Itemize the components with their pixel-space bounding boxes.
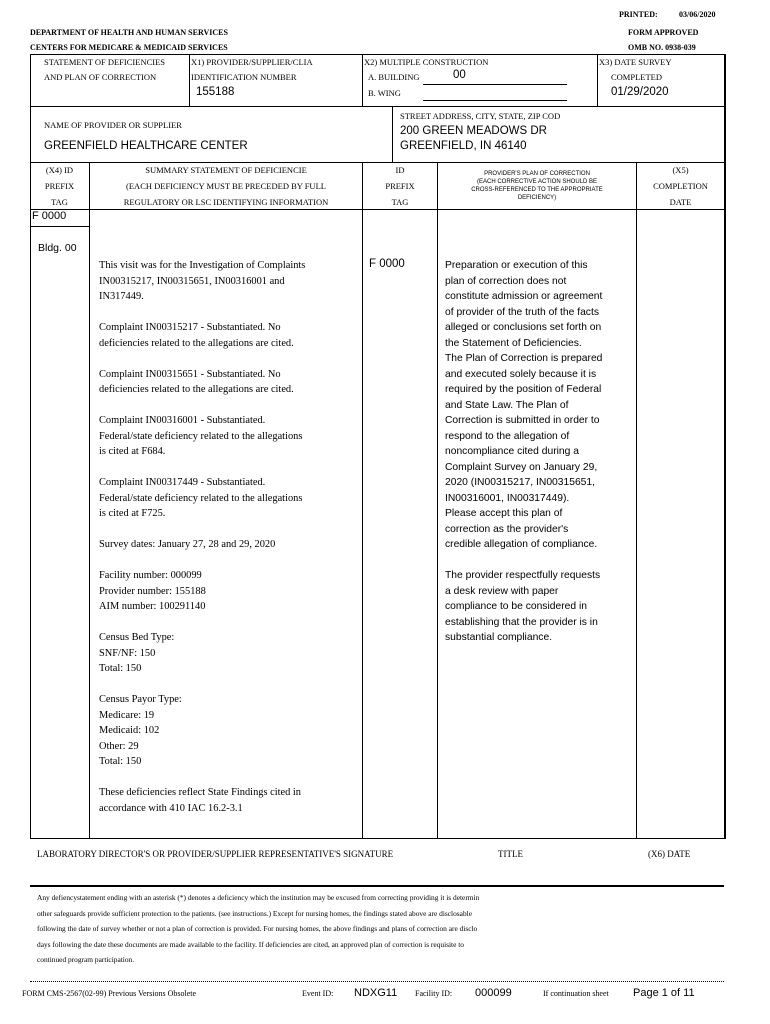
poc-header-3: CROSS-REFERENCED TO THE APPROPRIATE [471, 187, 603, 193]
poc-header-2: (EACH CORRECTIVE ACTION SHOULD BE [476, 179, 598, 185]
correction-line: establishing that the provider is in [445, 616, 598, 628]
summary-line: is cited at F725. [99, 508, 166, 519]
wing-underline [423, 100, 567, 101]
building-underline [423, 84, 567, 85]
col-divider-prefix [89, 162, 90, 838]
plan-of-correction [445, 258, 635, 646]
summary-line: Survey dates: January 27, 28 and 29, 2020 [99, 539, 276, 550]
correction-line: The Plan of Correction is prepared [445, 353, 603, 364]
poc-header-4: DEFICIENCY) [517, 195, 557, 201]
summary-line: Medicare: 19 [99, 709, 155, 721]
omb-number: OMB NO. 0938-039 [628, 43, 696, 52]
correction-line: required by the position of Federal [445, 384, 602, 395]
summary-line: Federal/state deficiency related to the allegations [99, 492, 303, 504]
summary-header-1: SUMMARY STATEMENT OF DEFICIENCIE [145, 165, 307, 175]
signature-label: LABORATORY DIRECTOR'S OR PROVIDER/SUPPLIER REPRESENTATIVE'S SIGNATURE [37, 849, 394, 859]
summary-line [99, 398, 361, 414]
summary-line: AIM number: 100291140 [99, 601, 206, 612]
correction-line: Preparation or execution of this [445, 260, 588, 271]
disclaimer-text [37, 890, 727, 968]
provider-name-value: GREENFIELD HEALTHCARE CENTER [44, 140, 248, 152]
correction-line: credible allegation of compliance. [445, 539, 598, 550]
summary-line [99, 522, 361, 538]
correction-line: substantial compliance. [445, 632, 553, 643]
left-tag-underline [30, 226, 89, 227]
form-approved: FORM APPROVED [628, 28, 699, 37]
disclaimer-line: following the date of survey whether or not a plan of correction is provided. For nursing homes, the above findings and plans of correction are disclo [37, 924, 478, 934]
summary-line [99, 615, 361, 631]
x3-label-1: X3) DATE SURVEY [599, 57, 672, 67]
summary-line: Complaint IN00316001 - Substantiated. [99, 415, 266, 426]
summary-line: accordance with 410 IAC 16.2-3.1 [99, 802, 243, 814]
address-line-2: GREENFIELD, IN 46140 [400, 140, 527, 152]
form-right-border [724, 54, 726, 838]
form-id: FORM CMS-2567(02-99) Previous Versions Obsolete [22, 989, 197, 998]
summary-header-2: (EACH DEFICIENCY MUST BE PRECEDED BY FULL [126, 181, 326, 191]
correction-line: and executed solely because it is [445, 368, 597, 380]
printed-label: PRINTED: [619, 10, 658, 19]
summary-line: Total: 150 [99, 663, 142, 674]
building-code: Bldg. 00 [38, 242, 77, 254]
summary-line: IN317449. [99, 291, 144, 302]
id-header-2: PREFIX [385, 181, 415, 191]
correction-line: compliance to be considered in [445, 601, 587, 612]
form-top-border [30, 54, 726, 55]
survey-date-value: 01/29/2020 [611, 86, 669, 98]
building-value: 00 [453, 69, 466, 81]
provider-id-value: 155188 [196, 86, 235, 98]
statement-label-2: AND PLAN OF CORRECTION [44, 72, 157, 82]
col-divider-poc [636, 162, 637, 838]
event-id-value: NDXG11 [354, 987, 398, 999]
correction-line: IN00316001, IN00317449). [445, 492, 570, 504]
summary-line [99, 770, 361, 786]
body-bottom-border [30, 838, 726, 839]
x4-header-1: (X4) ID [45, 165, 74, 175]
summary-line: These deficiencies reflect State Findings cited in [99, 787, 301, 798]
event-id-label: Event ID: [302, 989, 334, 998]
summary-line: Provider number: 155188 [99, 585, 206, 597]
disclaimer-line: other safeguards provide sufficient protection to the patients. (see instructions.) Except for nursing homes, the findings stated above are disclosable [37, 908, 472, 918]
building-label: A. BUILDING [368, 72, 420, 82]
summary-line: Census Payor Type: [99, 694, 182, 705]
summary-line: Complaint IN00317449 - Substantiated. [99, 477, 266, 488]
statement-label-1: STATEMENT OF DEFICIENCIES [44, 57, 166, 67]
row1-bottom-border [30, 106, 726, 107]
column-header-bottom-border [30, 209, 726, 210]
correction-line: 2020 (IN00315217, IN00315651, [445, 477, 595, 488]
correction-line: and State Law. The Plan of [445, 399, 569, 411]
address-label: STREET ADDRESS, CITY, STATE, ZIP COD [400, 111, 561, 121]
x1-label-2: IDENTIFICATION NUMBER [191, 72, 297, 82]
summary-line [99, 677, 361, 693]
x4-header-2: PREFIX [44, 181, 75, 191]
correction-line: a desk review with paper [445, 585, 559, 597]
correction-line: the Statement of Deficiencies. [445, 337, 582, 349]
x5-header-2: COMPLETION [653, 181, 708, 191]
summary-line: SNF/NF: 150 [99, 647, 156, 659]
disclaimer-line: Any defiencystatement ending with an asterisk (*) denotes a deficiency which the institution may be excused from correcting providing it is determin [37, 893, 480, 902]
summary-line: Federal/state deficiency related to the allegations [99, 430, 303, 442]
divider-address [392, 106, 393, 162]
summary-line: Complaint IN00315651 - Substantiated. No [99, 368, 281, 380]
centers-title: CENTERS FOR MEDICARE & MEDICAID SERVICES [30, 43, 228, 52]
col-divider-summary [362, 162, 363, 838]
summary-line: Complaint IN00315217 - Substantiated. No [99, 322, 281, 333]
right-prefix-tag: F 0000 [369, 258, 405, 270]
correction-line: of provider of the truth of the facts [445, 306, 599, 318]
summary-line: IN00315217, IN00315651, IN00316001 and [99, 275, 285, 287]
x1-label-1: X1) PROVIDER/SUPPLIER/CLIA [191, 57, 313, 67]
correction-line: constitute admission or agreement [445, 291, 603, 302]
id-header-1: ID [395, 165, 405, 175]
summary-line: Facility number: 000099 [99, 570, 202, 581]
summary-header-3: REGULATORY OR LSC IDENTIFYING INFORMATION [123, 197, 329, 207]
row2-bottom-border [30, 162, 726, 163]
provider-name-label: NAME OF PROVIDER OR SUPPLIER [44, 120, 182, 130]
x5-header-3: DATE [669, 197, 692, 207]
x3-label-2: COMPLETED [611, 72, 662, 82]
correction-line [445, 553, 635, 569]
summary-line [99, 351, 361, 367]
correction-line: alleged or conclusions set forth on [445, 322, 602, 333]
summary-line [99, 305, 361, 321]
left-prefix-tag: F 0000 [32, 210, 67, 222]
footer-separator [30, 981, 724, 982]
title-label: TITLE [498, 849, 523, 859]
printed-date: 03/06/2020 [679, 10, 716, 19]
summary-line: Other: 29 [99, 740, 139, 752]
correction-line: Complaint Survey on January 29, [445, 461, 598, 473]
department-title: DEPARTMENT OF HEALTH AND HUMAN SERVICES [30, 28, 228, 37]
facility-id-value: 000099 [475, 987, 512, 999]
correction-line: respond to the allegation of [445, 430, 570, 442]
correction-line: noncompliance cited during a [445, 446, 579, 457]
poc-header-1: PROVIDER'S PLAN OF CORRECTION [484, 171, 590, 177]
summary-line: Total: 150 [99, 756, 142, 767]
x6-date-label: (X6) DATE [648, 849, 691, 859]
signature-bottom-border [30, 885, 724, 887]
page-number: Page 1 of 11 [633, 987, 695, 999]
summary-line: Census Bed Type: [99, 632, 175, 643]
summary-line [99, 553, 361, 569]
correction-line: The provider respectfully requests [445, 570, 601, 581]
divider-x2 [362, 54, 363, 106]
disclaimer-line: days following the date these documents are made available to the facility. If deficiencies are cited, an approved plan of correction is requisite to [37, 939, 464, 949]
divider-x1 [189, 54, 190, 106]
x5-header-1: (X5) [672, 165, 689, 175]
summary-line [99, 460, 361, 476]
correction-line: plan of correction does not [445, 275, 567, 287]
address-line-1: 200 GREEN MEADOWS DR [400, 125, 547, 137]
summary-line: Medicaid: 102 [99, 725, 160, 736]
facility-id-label: Facility ID: [415, 989, 453, 998]
divider-x3 [597, 54, 598, 106]
correction-line: Correction is submitted in order to [445, 415, 600, 426]
summary-line: deficiencies related to the allegations are cited. [99, 384, 294, 395]
summary-statement [99, 258, 361, 816]
summary-line: deficiencies related to the allegations are cited. [99, 337, 294, 349]
correction-line: correction as the provider's [445, 523, 569, 535]
summary-line: is cited at F684. [99, 446, 166, 457]
disclaimer-line: continued program participation. [37, 955, 135, 965]
x2-label: X2) MULTIPLE CONSTRUCTION [364, 57, 489, 67]
correction-line: Please accept this plan of [445, 508, 563, 519]
summary-line: This visit was for the Investigation of Complaints [99, 260, 306, 271]
x4-header-3: TAG [51, 197, 68, 207]
id-header-3: TAG [391, 197, 409, 207]
wing-label: B. WING [368, 88, 401, 98]
continuation-label: If continuation sheet [543, 989, 609, 998]
col-divider-id [437, 162, 438, 838]
